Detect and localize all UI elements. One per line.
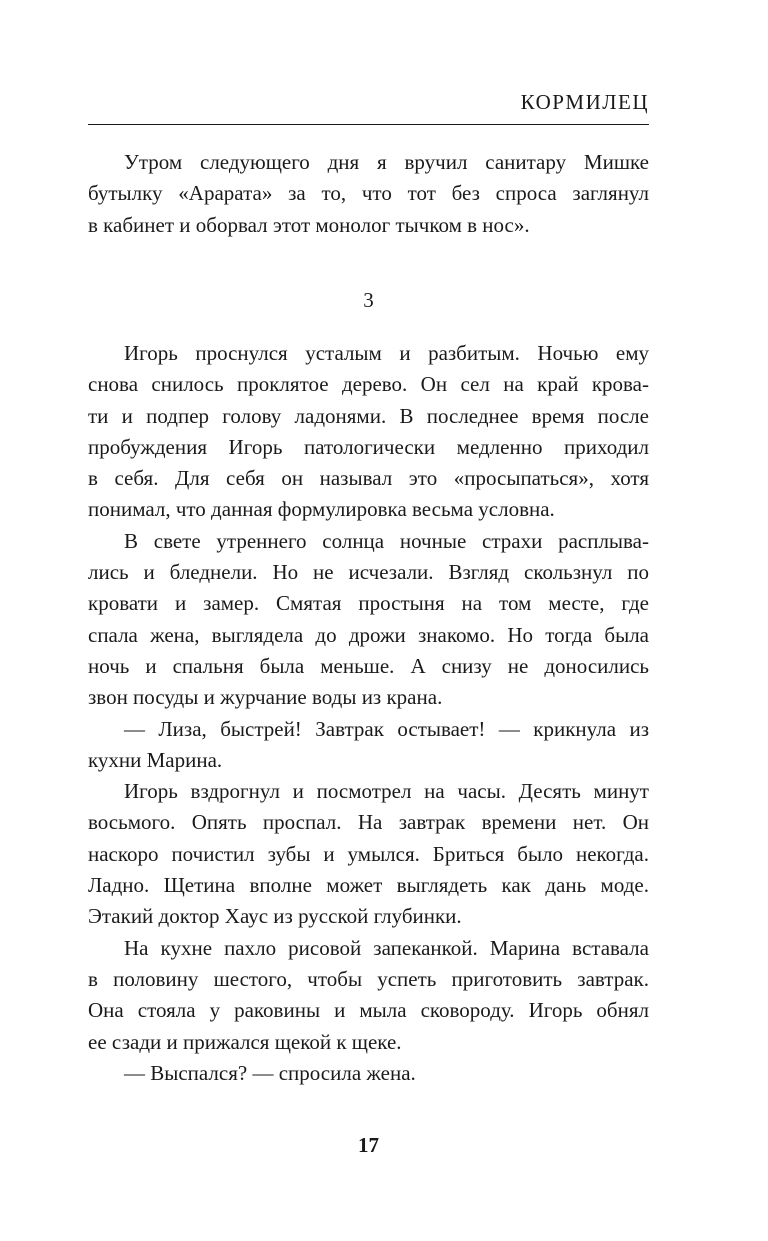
intro-paragraph (88, 147, 649, 241)
text-line: ночь и спальня была меньше. А снизу не доносились (88, 653, 649, 678)
text-line: кухни Марина. (88, 747, 223, 772)
text-line: пробуждения Игорь патологически медленно приходил (88, 434, 649, 459)
text-line: наскоро почистил зубы и умылся. Бриться было некогда. (88, 841, 649, 866)
text-line: На кухне пахло рисовой запеканкой. Марина вставала (124, 935, 649, 960)
text-line: Утром следующего дня я вручил санитару Мишке (124, 150, 649, 174)
text-line: в себя. Для себя он называл это «просыпаться», хотя (88, 466, 649, 491)
text-line: Она стояла у раковины и мыла сковороду. Игорь обнял (88, 998, 649, 1023)
text-line: восьмого. Опять проспал. На завтрак времени нет. Он (88, 810, 649, 835)
text-line: понимал, что данная формулировка весьма условна. (88, 497, 555, 522)
text-line: Игорь вздрогнул и посмотрел на часы. Десять минут (124, 779, 649, 804)
text-line: в кабинет и оборвал этот монолог тычком в нос». (88, 212, 530, 237)
text-line: звон посуды и журчание воды из крана. (88, 685, 443, 710)
text-line: лись и бледнели. Но не исчезали. Взгляд скользнул по (88, 560, 649, 585)
text-line: Этакий доктор Хаус из русской глубинки. (88, 904, 462, 929)
text-line: — Лиза, быстрей! Завтрак остывает! — крикнула из (124, 716, 649, 741)
section-number: 3 (363, 288, 374, 312)
text-line: снова снилось проклятое дерево. Он сел на край крова- (88, 372, 649, 397)
page-number: 17 (358, 1133, 379, 1157)
text-line: ти и подпер голову ладонями. В последнее время после (88, 403, 649, 428)
running-header-title: КОРМИЛЕЦ (520, 90, 649, 114)
text-line: — Выспался? — спросила жена. (124, 1060, 416, 1085)
text-line: ее сзади и прижался щекой к щеке. (88, 1029, 402, 1054)
text-line: бутылку «Арарата» за то, что тот без спроса заглянул (88, 181, 649, 206)
text-line: спала жена, выглядела до дрожи знакомо. Но тогда была (88, 622, 649, 647)
text-line: кровати и замер. Смятая простыня на том месте, где (88, 591, 649, 616)
text-line: Ладно. Щетина вполне может выглядеть как дань моде. (88, 873, 649, 898)
text-line: Игорь проснулся усталым и разбитым. Ночью ему (124, 341, 649, 365)
text-line: в половину шестого, чтобы успеть приготовить завтрак. (88, 966, 649, 991)
text-line: В свете утреннего солнца ночные страхи расплыва- (124, 528, 649, 553)
body-text (88, 338, 649, 1089)
running-header (88, 86, 649, 125)
